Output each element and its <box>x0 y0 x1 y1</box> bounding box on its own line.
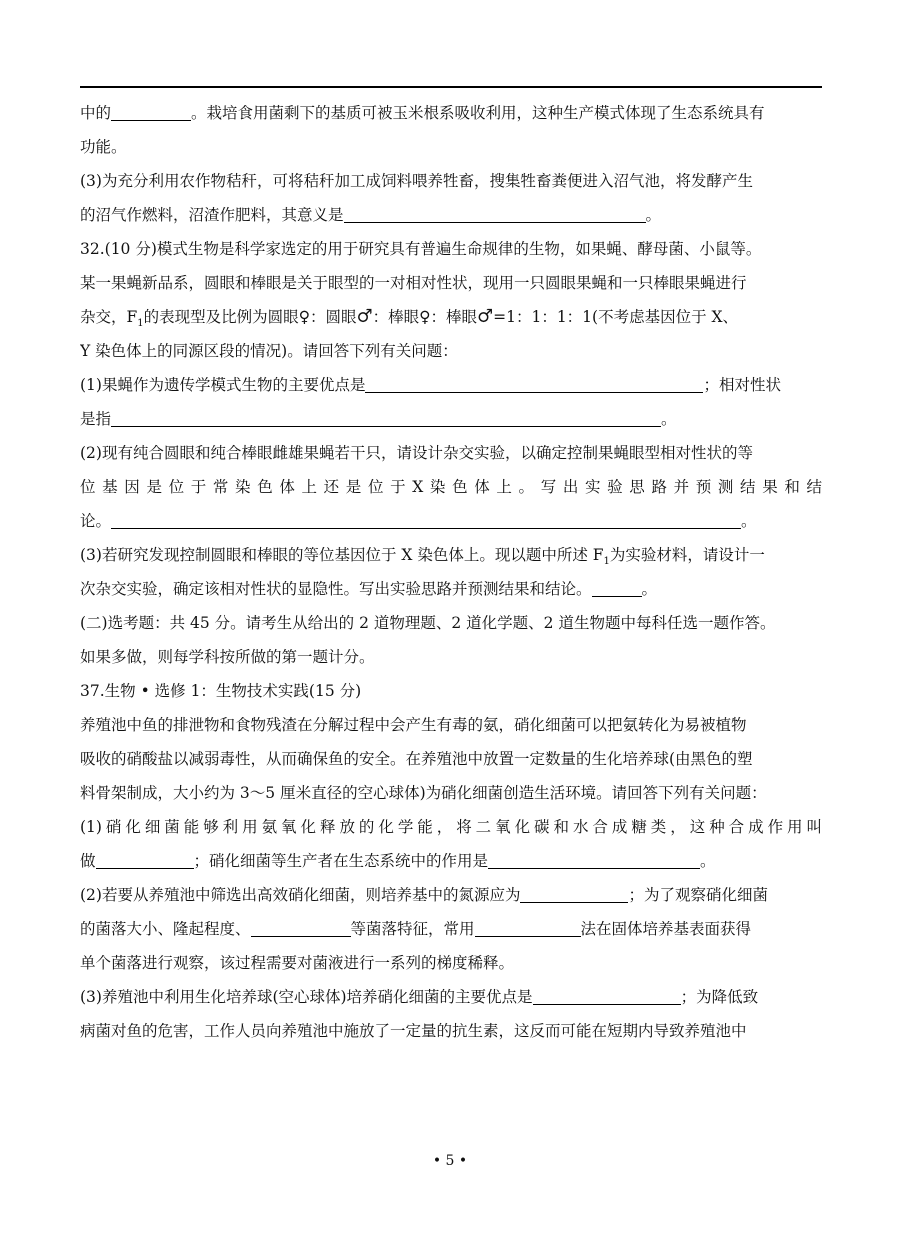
q37-para1: 养殖池中鱼的排泄物和食物残渣在分解过程中会产生有毒的氨，硝化细菌可以把氨转化为易被植物 <box>80 716 747 734</box>
text: 。栽培食用菌剩下的基质可被玉米根系吸收利用，这种生产模式体现了生态系统具有 <box>191 104 765 122</box>
page-number: • 5 • <box>432 1153 468 1169</box>
answer-blank[interactable] <box>344 207 646 223</box>
text: ；为了观察硝化细菌 <box>628 886 768 904</box>
q32-line4: Y 染色体上的同源区段的情况)。请回答下列有关问题： <box>80 342 458 360</box>
text: 中的 <box>80 104 112 122</box>
text: 的沼气作燃料，沼渣作肥料，其意义是 <box>80 206 344 224</box>
text: 。 <box>645 206 662 224</box>
answer-blank[interactable] <box>520 887 628 903</box>
answer-blank[interactable] <box>488 853 700 869</box>
q37-2 <box>80 878 822 912</box>
text: 的表现型及比例为圆眼♀：圆眼 <box>143 308 357 326</box>
male-symbol-icon: ♂ <box>356 306 373 327</box>
answer-blank[interactable] <box>111 411 661 427</box>
q37-3 <box>80 980 822 1014</box>
text: (3)若研究发现控制圆眼和棒眼的等位基因位于 X 染色体上。现以题中所述 F <box>80 546 604 564</box>
q37-3-cont: 病菌对鱼的危害，工作人员向养殖池中施放了一定量的抗生素，这反而可能在短期内导致养殖池中 <box>80 1022 747 1040</box>
text: (3)养殖池中利用生化培养球(空心球体)培养硝化细菌的主要优点是 <box>80 988 533 1006</box>
q32-title: 32.(10 分)模式生物是科学家选定的用于研究具有普遍生命规律的生物，如果蝇、酵母菌、小鼠等。 <box>80 240 762 258</box>
text: 为实验材料，请设计一 <box>609 546 765 564</box>
q31-line1 <box>80 96 822 130</box>
answer-blank[interactable] <box>475 921 581 937</box>
text: 的菌落大小、隆起程度、 <box>80 920 251 938</box>
text: 论。 <box>80 512 112 530</box>
q37-title: 37.生物 • 选修 1：生物技术实践(15 分) <box>80 682 362 700</box>
answer-blank[interactable] <box>251 921 351 937</box>
answer-blank[interactable] <box>111 105 191 121</box>
text: 。 <box>641 580 658 598</box>
answer-blank[interactable] <box>96 853 194 869</box>
text: (2)若要从养殖池中筛选出高效硝化细菌，则培养基中的氮源应为 <box>80 886 521 904</box>
answer-blank[interactable] <box>592 581 642 597</box>
q32-2-cont: 位基因是位于常染色体上还是位于X染色体上。写出实验思路并预测结果和结 <box>80 478 822 496</box>
text: ；相对性状 <box>703 376 781 394</box>
header-rule <box>80 86 822 88</box>
q37-para2: 吸收的硝酸盐以减弱毒性，从而确保鱼的安全。在养殖池中放置一定数量的生化培养球(由黑色的塑 <box>80 750 753 768</box>
text: 是指 <box>80 410 112 428</box>
subscript: 1 <box>603 556 610 568</box>
answer-blank[interactable] <box>111 513 741 529</box>
text: 杂交，F <box>80 308 138 326</box>
text: 法在固体培养基表面获得 <box>580 920 752 938</box>
subscript: 1 <box>137 318 144 330</box>
q37-2-cont <box>80 912 822 946</box>
q32-line2: 某一果蝇新品系，圆眼和棒眼是关于眼型的一对相对性状，现用一只圆眼果蝇和一只棒眼果蝇进行 <box>80 274 747 292</box>
q37-1: (1)硝化细菌能够利用氨氧化释放的化学能，将二氧化碳和水合成糖类，这种合成作用叫 <box>80 818 822 836</box>
text: ；硝化细菌等生产者在生态系统中的作用是 <box>193 852 489 870</box>
text: 。 <box>741 512 757 530</box>
q37-para3: 料骨架制成，大小约为 3～5 厘米直径的空心球体)为硝化细菌创造生活环境。请回答下列有关问题： <box>80 784 767 802</box>
q32-2-end <box>80 504 822 538</box>
text: 等菌落特征，常用 <box>350 920 475 938</box>
q32-line3 <box>80 300 822 334</box>
q32-3-cont <box>80 572 822 606</box>
q37-1-cont <box>80 844 822 878</box>
text: (1)果蝇作为遗传学模式生物的主要优点是 <box>80 376 366 394</box>
text: 。 <box>661 410 677 428</box>
q31-line4 <box>80 198 822 232</box>
q32-1-cont <box>80 402 822 436</box>
elective-note: 如果多做，则每学科按所做的第一题计分。 <box>80 648 375 666</box>
page-content <box>80 96 822 1048</box>
q32-3 <box>80 538 822 572</box>
male-symbol-icon: ♂ <box>476 306 494 327</box>
q32-2: (2)现有纯合圆眼和纯合棒眼雌雄果蝇若干只，请设计杂交实验，以确定控制果蝇眼型相对性状的等 <box>80 444 753 462</box>
answer-blank[interactable] <box>533 989 681 1005</box>
text: 做 <box>80 852 96 870</box>
q32-1 <box>80 368 822 402</box>
text: 次杂交实验，确定该相对性状的显隐性。写出实验思路并预测结果和结论。 <box>80 580 592 598</box>
q31-line2: 功能。 <box>80 138 127 156</box>
text: 。 <box>700 852 716 870</box>
text: ：棒眼♀：棒眼 <box>372 308 477 326</box>
q31-line3: (3)为充分利用农作物秸秆，可将秸秆加工成饲料喂养牲畜，搜集牲畜粪便进入沼气池，将发酵产生 <box>80 172 753 190</box>
elective-instructions: (二)选考题：共 45 分。请考生从给出的 2 道物理题、2 道化学题、2 道生物题中每科任选一题作答。 <box>80 614 776 632</box>
text: =1：1：1：1(不考虑基因位于 X、 <box>493 308 739 326</box>
q37-2-end: 单个菌落进行观察，该过程需要对菌液进行一系列的梯度稀释。 <box>80 954 515 972</box>
answer-blank[interactable] <box>365 377 703 393</box>
text: ；为降低致 <box>680 988 759 1006</box>
